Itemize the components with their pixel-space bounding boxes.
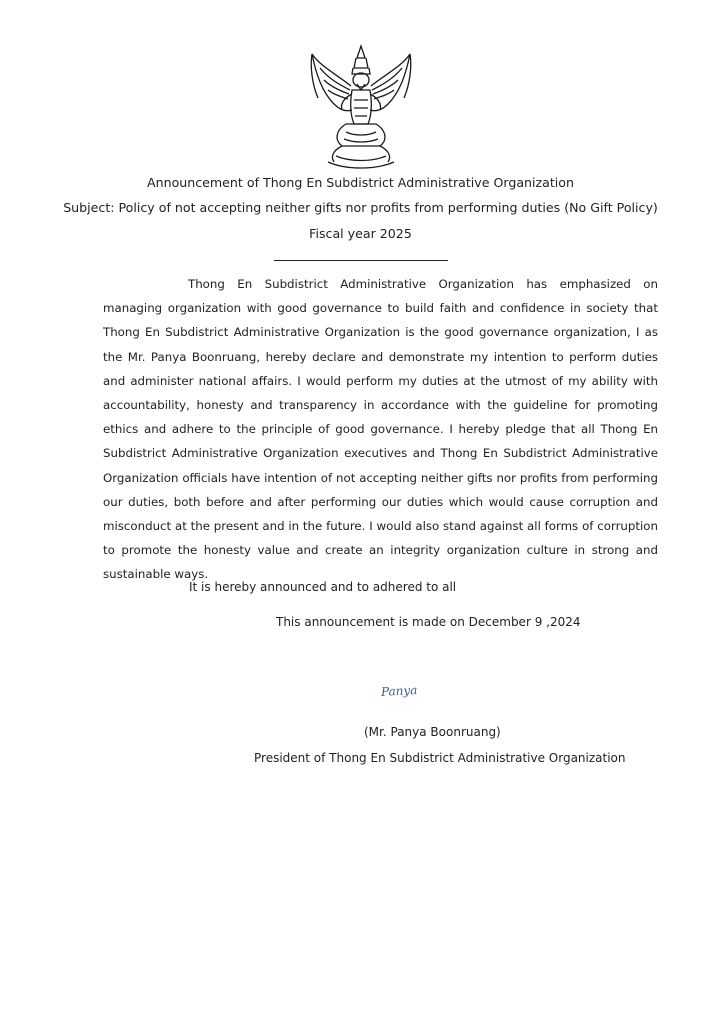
handwritten-signature: Panya: [380, 683, 418, 699]
announcement-subject: Subject: Policy of not accepting neither gifts nor profits from performing duties (No Gift Policy): [63, 200, 658, 215]
signer-title: President of Thong En Subdistrict Administrative Organization: [254, 751, 626, 765]
signer-name: (Mr. Panya Boonruang): [364, 725, 501, 739]
announcement-date: This announcement is made on December 9 ,2024: [276, 615, 581, 629]
garuda-emblem-icon: [306, 44, 416, 170]
announcement-title: Announcement of Thong En Subdistrict Administrative Organization: [147, 175, 574, 190]
closing-statement: It is hereby announced and to adhered to all: [189, 580, 457, 594]
heading-divider: [274, 260, 448, 261]
body-paragraph: Thong En Subdistrict Administrative Organization has emphasized on managing organization with good governance to build faith and confidence in society that Thong En Subdistrict Administrative Organization is the good governance organization, I as the Mr. Panya Boonruang, hereby declare and demonstrate my intention to perform duties and administer national affairs. I would perform my duties at the utmost of my ability with accountability, honesty and transparency in accordance with the guideline for promoting ethics and adhere to the principle of good governance. I hereby pledge that all Thong En Subdistrict Administrative Organization executives and Thong En Subdistrict Administrative Organization officials have intention of not accepting neither gifts nor profits from performing our duties, both before and after performing our duties which would cause corruption and misconduct at the present and in the future. I would also stand against all forms of corruption to promote the honesty value and create an integrity organization culture in strong and sustainable ways.: [103, 277, 658, 582]
fiscal-year: Fiscal year 2025: [309, 226, 412, 241]
